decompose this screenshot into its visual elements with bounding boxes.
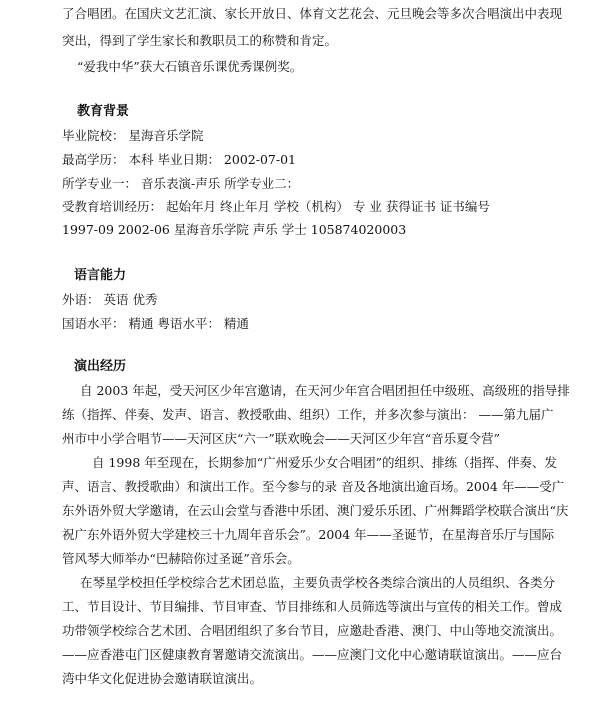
performance-p3-line: 工、节目设计、节目编排、节目审查、节目排练和人员筛选等演出与宣传的相关工作。曾成 bbox=[62, 599, 563, 614]
intro-line-1: 了合唱团。在国庆文艺汇演、家长开放日、体育文艺花会、元旦晚会等多次合唱演出中表现 bbox=[62, 6, 563, 21]
education-training-header: 受教育培训经历： 起始年月 终止年月 学校（机构） 专 业 获得证书 证书编号 bbox=[62, 199, 490, 214]
performance-p2-line: 东外语外贸大学邀请，在云山会堂与香港中乐团、澳门爱乐乐团、广州舞蹈学校联合演出“庆 bbox=[62, 503, 569, 518]
performance-heading: 演出经历 bbox=[74, 359, 127, 374]
language-heading: 语言能力 bbox=[74, 268, 127, 283]
performance-p2-line: 祝广东外语外贸大学建校三十九周年音乐会”。2004 年——圣诞节，在星海音乐厅与国际 bbox=[62, 527, 555, 542]
performance-p3-line: ——应香港屯门区健康教育署邀请交流演出。——应澳门文化中心邀请联谊演出。——应台 bbox=[62, 647, 563, 662]
intro-line-2: 突出，得到了学生家长和教职员工的称赞和肯定。 bbox=[62, 33, 338, 48]
performance-p1-line: 练（指挥、伴奏、发声、语言、教授歌曲、组织）工作，并多次参与演出： ——第九届广 bbox=[62, 407, 554, 422]
performance-p2-line: 管风琴大师举办“巴赫陪你过圣诞”音乐会。 bbox=[62, 551, 300, 566]
education-major: 所学专业一： 音乐表演-声乐 所学专业二： bbox=[62, 176, 300, 191]
performance-p2-line: 声、语言、教授歌曲）和演出工作。至今参与的录 音及各地演出逾百场。2004 年——受广 bbox=[62, 479, 565, 494]
intro-award-line: “爱我中华”获大石镇音乐课优秀课例奖。 bbox=[77, 59, 303, 74]
language-dialect: 国语水平： 精通 粤语水平： 精通 bbox=[62, 316, 249, 331]
performance-p3-line: 在琴星学校担任学校综合艺术团总监，主要负责学校各类综合演出的人员组织、各类分 bbox=[80, 575, 556, 590]
performance-p1-line: 自 2003 年起，受天河区少年宫邀请，在天河少年宫合唱团担任中级班、高级班的指导排 bbox=[80, 383, 570, 398]
performance-p1-line: 州市中小学合唱节——天河区庆“六一”联欢晚会——天河区少年宫“音乐夏令营” bbox=[62, 431, 501, 446]
education-heading: 教育背景 bbox=[77, 104, 130, 119]
education-degree: 最高学历： 本科 毕业日期： 2002-07-01 bbox=[62, 152, 296, 167]
education-training-row: 1997-09 2002-06 星海音乐学院 声乐 学士 105874020003 bbox=[62, 222, 407, 237]
performance-p3-line: 湾中华文化促进协会邀请联谊演出。 bbox=[62, 671, 263, 686]
performance-p3-line: 功带领学校综合艺术团、合唱团组织了多台节目，应邀赴香港、澳门、中山等地交流演出。 bbox=[62, 623, 563, 638]
education-school: 毕业院校： 星海音乐学院 bbox=[62, 128, 204, 143]
performance-p2-line: 自 1998 年至现在，长期参加“广州爱乐少女合唱团”的组织、排练（指挥、伴奏、发 bbox=[92, 455, 558, 470]
language-foreign: 外语： 英语 优秀 bbox=[62, 292, 158, 307]
